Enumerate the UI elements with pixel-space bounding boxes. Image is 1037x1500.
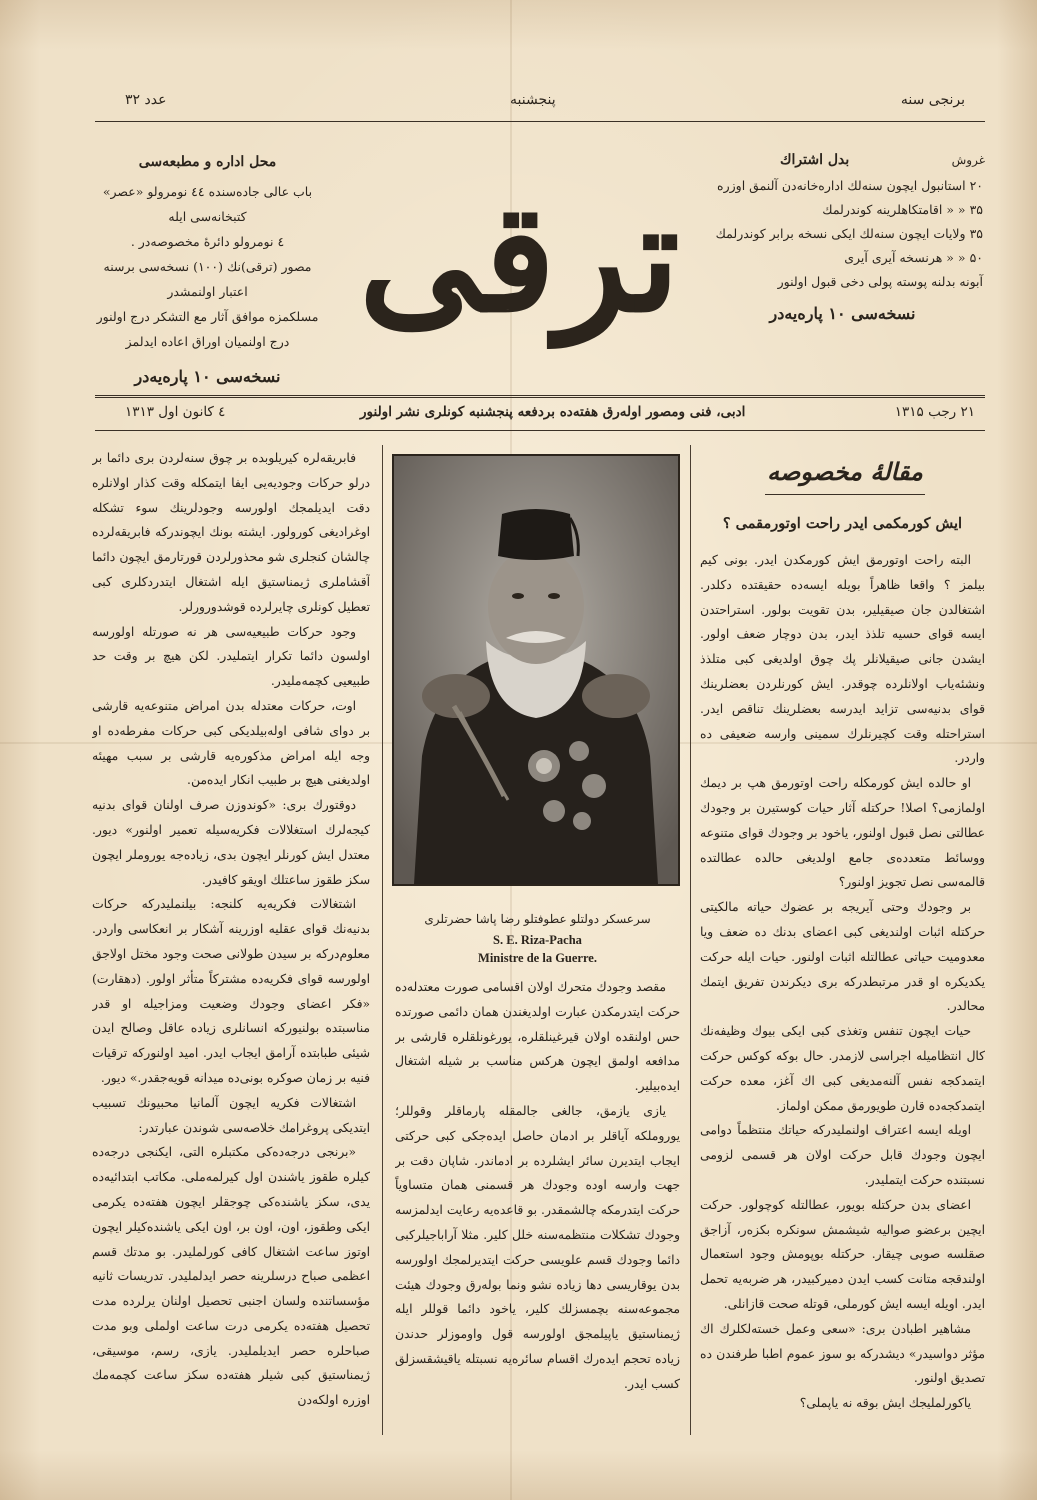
subscription-row: ۳۵ « « اقامتکاهلرینه کوندرلمك xyxy=(822,202,983,217)
caption-french-title: Ministre de la Guerre. xyxy=(478,951,597,965)
office-line: ٤ نومرولو دائرهٔ مخصوصه‌در . xyxy=(130,234,285,249)
date-hijri: ۲۱ رجب ۱۳۱۵ xyxy=(894,404,975,420)
article-paragraph: اوت، حرکات معتدله بدن امراض متنوعه‌یه قارشی بر دوای شافی اوله‌بیلدیکی کبی حرکات مفرطه‌ده او وجه ایله امراض مذکوره‌یه قارشی بر سبب مهیئه اولدیغنی هیچ بر طبیب انکار ایده‌من. xyxy=(92,698,370,788)
article-paragraph: مقصد وجودك متحرك اولان اقسامی صورت معتدله‌ده حرکت ایتدرمکدن عبارت اولدیغندن همان دائمی صورتده حس اولنقده اولان قیرغینلقلره، یورغونلقلره قارشی بر مدافعه اولمق ایچون هرکس مناسب بر شیله اشتغال ایده‌بیلیر. xyxy=(395,980,680,1094)
subscription-row: ۲۰ استانبول ایچون سنه‌لك اداره‌خانه‌دن آلنمق اوزره xyxy=(717,178,983,193)
article-paragraph: «برنجی درجه‌ده‌کی مکتبلره التی، ایکنجی درجه‌ده کیلره طقوز یاشندن اول کیرلمه‌ملی. مکاتب ابتدائیه‌ده یدی، سکز یاشنده‌کی چوجقلر ایچون هفته‌ده یکرمی ایکی وطقوز، اون، اون بر، اون ایکی یاشنده‌کیلر ایچون اوتوز ساعت اشتغال کافی کورلملیدر. بو مدتك قسم اعظمی صباح درسلرینه حصر ایدلملیدر. تدریسات ثانیه مؤسساتنده ولسان اجنبی تحصیل اولنان یرلرده مدت تحصیل هفته‌ده یکرمی درت ساعت اولملی وبو مدت صباحلره حصر ایدیلملیدر. یازی، رسم، موسیقی، ژیمناستیق کبی شیلر هفته‌ده سکز ساعت کچمه‌مك اوزره اولکه‌دن xyxy=(92,1145,370,1408)
office-line: مسلکمزه موافق آثار مع التشکر درج اولنور xyxy=(96,309,319,324)
subscription-box xyxy=(700,148,985,326)
subscription-row: ۵۰ « « هرنسخه آیری آیری xyxy=(844,250,983,265)
top-rule xyxy=(95,121,985,122)
feature-title-block xyxy=(745,450,945,504)
office-price: نسخه‌سی ۱۰ پاره‌یه‌در xyxy=(134,367,281,386)
office-line: مصور (ترقی)نك (۱۰۰) نسخه‌سی برسنه اعتبار اولنمشدر xyxy=(103,259,312,299)
publication-description: ادبی، فنی ومصور اوله‌رق هفته‌ده بردفعه پنجشنبه کونلری نشر اولنور xyxy=(360,404,746,420)
office-line: درج اولنمیان اوراق اعاده ایدلمز xyxy=(125,334,290,349)
portrait-photo xyxy=(392,454,680,886)
subscription-row: ۳۵ ولایات ایچون سنه‌لك ایکی نسخه‌ برابر کوندرلمك xyxy=(715,226,983,241)
issue-number: عدد ۳۲ xyxy=(125,92,167,108)
article-paragraph: حیات ایچون تنفس وتغذی کبی ایکی بیوك وظیفه‌نك کال انتظامیله اجراسی لازمدر. حال بوکه کوکس حرکت ایتمدکجه نفس آلنه‌مدیغی کبی اك آغز، معده حرکت ایتمدکجه‌ده قارن طویورمق ممکن اولماز. xyxy=(700,1024,985,1113)
article-paragraph: اعضای بدن حرکتله بویور، عطالتله کوچولور. حرکت ایچین برعضو صوالیه شیشمش سونکره بکزه‌ر، آزاجق صقلسه صوبی چیقار. حرکتله بوپومش وجود استعمال اولندقجه متانت کسب ایدن دمیرکبیدر، هر ضربه‌یه تحمل ایدر. اویله ایسه ایش کورملی، قوتله صحت قازانلی. xyxy=(700,1197,985,1311)
subheader-rule xyxy=(95,430,985,431)
subscription-row: آبونه بدلنه پوسته پولی دخی قبول اولنور xyxy=(777,274,983,289)
caption-turkish: سرعسکر دولتلو عطوفتلو رضا پاشا حضرتلری xyxy=(424,912,651,926)
article-paragraph: وجود حرکات طبیعیه‌سی هر نه صورتله اولورسه اولسون دائما تکرار ایتملیدر. لکن هیچ بر وقت حد طبیعیی کچمه‌ملیدر. xyxy=(92,624,370,689)
feature-article-column xyxy=(700,548,985,1458)
feature-question: ایش کورمکمی ایدر راحت اوتورمقمی ؟ xyxy=(722,515,963,532)
portrait-caption xyxy=(395,910,680,967)
portrait-illustration xyxy=(394,456,678,884)
article-paragraph: بر وجودك وحتی آیریجه بر عضوك حیاته مالکیتی حرکتله اثبات اولندیغی کبی اعضای بدنك ده ضعف ویا معدومیت حیاتی عطالتله اثبات اولنور. حیات ایله حرکت یکدیکره او قدر مرتبطدرکه بری دیکرندن تفریق ایتمك محالدر. xyxy=(700,900,985,1014)
column-divider xyxy=(690,445,691,1435)
office-line: باب عالی جاده‌سنده ٤٤ نومرولو «عصر» کتبخانه‌سی ایله xyxy=(102,184,313,224)
left-text-column xyxy=(92,446,370,1446)
feature-title-underline xyxy=(765,494,925,495)
date-rumi: ٤ کانون اول ۱۳۱۳ xyxy=(125,404,226,420)
office-box xyxy=(95,150,320,389)
subscription-heading-row xyxy=(700,148,985,174)
article-paragraph: یازی یازمق، جالغی جالمقله پارماقلر وقوللر؛ یوروملکه آیاقلر بر ادمان حاصل ایده‌جکی کبی حرکتی ایجاب ایتدیرن سائر ایشلرده بر ادماندر. شاپان دقت بر جهت وارسه اوده وجودك هر قسمنی همان متساویاً حرکت ایتدرمکه چالشمقدر. بو قاعده‌یه رعایت ایدلمزسه وجودك تشکلات منتظمه‌سنه خلل کلیر. مثلا آراباجیلرکبی دائما وجودك قسم علویسی حرکت ایتدیرلمجك اولورسه بدن یوقاریسی دها زیاده نشو ونما بوله‌رق وجودك هیئت مجموعه‌سنه بچمسزلك کلیر، یاخود دائما قوللر ایله ژیمناستیق یاپیلمجق اولورسه قول واوموزلر حدندن زیاده تحجم ایده‌رك اقسام سائره‌یه نسبتله یاقیشقسزلق کسب ایدر. xyxy=(395,1103,680,1391)
subscription-heading: بدل اشتراك xyxy=(780,152,850,168)
feature-title: مقالهٔ مخصوصه xyxy=(767,457,923,486)
top-row xyxy=(95,92,985,116)
middle-text-column xyxy=(395,975,680,1415)
article-paragraph: یاکورلملیجك ایش بوقه نه یاپملی؟ xyxy=(799,1396,971,1411)
currency-label: غروش xyxy=(951,153,985,167)
masthead-title: ترقی xyxy=(358,170,680,346)
article-paragraph: او حالده ایش کورمکله راحت اوتورمق هپ بر دیمك اولمازمی؟ اصلا! حرکتله آثار حیات کوستیرن بر وجودك عطالتی نصل قبول اولنور، یاخود بر وجودك قوای متنوعه ووسائط متعدده‌ی جامع اولدیغی حالده عطالتده قالمه‌سی نصل تجویز اولنور؟ xyxy=(700,776,985,890)
office-heading: محل اداره و مطبعه‌سی xyxy=(138,154,277,170)
masthead-rule xyxy=(95,395,985,398)
column-divider xyxy=(382,445,383,1435)
masthead-title-block xyxy=(358,138,680,388)
subheader xyxy=(95,400,985,426)
subscription-price: نسخه‌سی ۱۰ پاره‌یه‌در xyxy=(769,304,916,323)
article-paragraph: البته راحت اوتورمق ایش کورمکدن ایدر. بونی کیم بیلمز ؟ واقعا ظاهراً بویله ایسه‌ده حقیقتده دکلدر. اشتغالدن جان صیقیلیر، بدن تقویت بولور. استراحتدن ایسه قوای حسیه تلذذ ایدر، بدن دوچار ضعف اولور. ایشدن جانی صیقیلانلر پك چوق اولدیغی کبی متلذذ ونشئه‌یاب اولانلرده چوقدر. ایش کورنلردن بعضلرینك قوای بدنیه‌سی تزاید ایدرسه بعضلرینك تناقص ایدر. استراحتله وقت کچیرنلرك سمینی وارسه ضعیفی ده واردر. xyxy=(700,553,985,766)
article-paragraph: اشتغالات فکریه ایچون آلمانیا محبیونك تسبیب ایتدیکی پروغرامك خلاصه‌سی شوندن عبارتدر: xyxy=(92,1095,370,1135)
article-paragraph: مشاهیر اطبادن بری: «سعی وعمل خسته‌لکلرك اك مؤثر دواسیدر» دیشدرکه بو سوز عموم اطبا طرفندن ده تصدیق اولنور. xyxy=(700,1321,985,1386)
year-label: برنجی سنه xyxy=(900,92,965,108)
weekday: پنجشنبه xyxy=(510,92,556,108)
article-paragraph: اویله ایسه اعتراف اولنملیدرکه حیاتك منتظماً دوامی ایچون وجودك قابل حرکت اولان هر قسمی لزومی نسبتنده حرکت ایتملیدر. xyxy=(700,1123,985,1187)
caption-french-name: S. E. Riza-Pacha xyxy=(493,933,582,947)
article-paragraph: فابریقه‌لره کیریلوبده بر چوق سنه‌لردن بری دائما بر درلو حرکات وجودیه‌یی ایفا ایتمکله وقت کذار اولانلره دقت ایدیلمجك اولورسه وجودلرینك سوء تشکله اوغرادیغی کورولور. ایشته بونك ایچوندرکه فابریقه‌لرده چالشان کنجلری شو محذورلردن قورتارمق ایچون دائما آقشاملری ژیمناستیق ایله اشتغال ایتدردکلری کبی تعطیل کونلری چایرلرده قوشدورورلر. xyxy=(92,451,370,614)
article-paragraph: اشتغالات فکریه‌یه کلنجه: بیلنملیدرکه حرکات بدنیه‌نك قوای عقلیه اوزرینه آشکار بر انعکاسی واردر. معلوم‌درکه بر سیدن طولانی صحت وجود مختل اولاجق اولورسه قوای فکریه‌ده مشترکاً متأثر اولور. (دهقارت) «فکر اعضای وجودك وضعیت ومزاجیله او قدر مناسبتده بولنیورکه انسانلری زیاده عاقل وصالح ایدن شیئی طبابتده آرامق ایجاب ایدر. امید اولنورکه ترقیات فنیه بر زمان صوکره بونی‌ده میدانه قویه‌جقدر.» دیور. xyxy=(92,897,370,1085)
article-paragraph: دوقتورك بری: «کوندوزن صرف اولنان قوای بدنیه کیجه‌لرك استغلالات فکریه‌سیله تعمیر اولنور» دیور. معتدل ایش کورنلر ایچون بدی، زیاده‌جه یوروملر ایچون سکز طقوز ساعتلك اویقو کافیدر. xyxy=(92,798,370,887)
